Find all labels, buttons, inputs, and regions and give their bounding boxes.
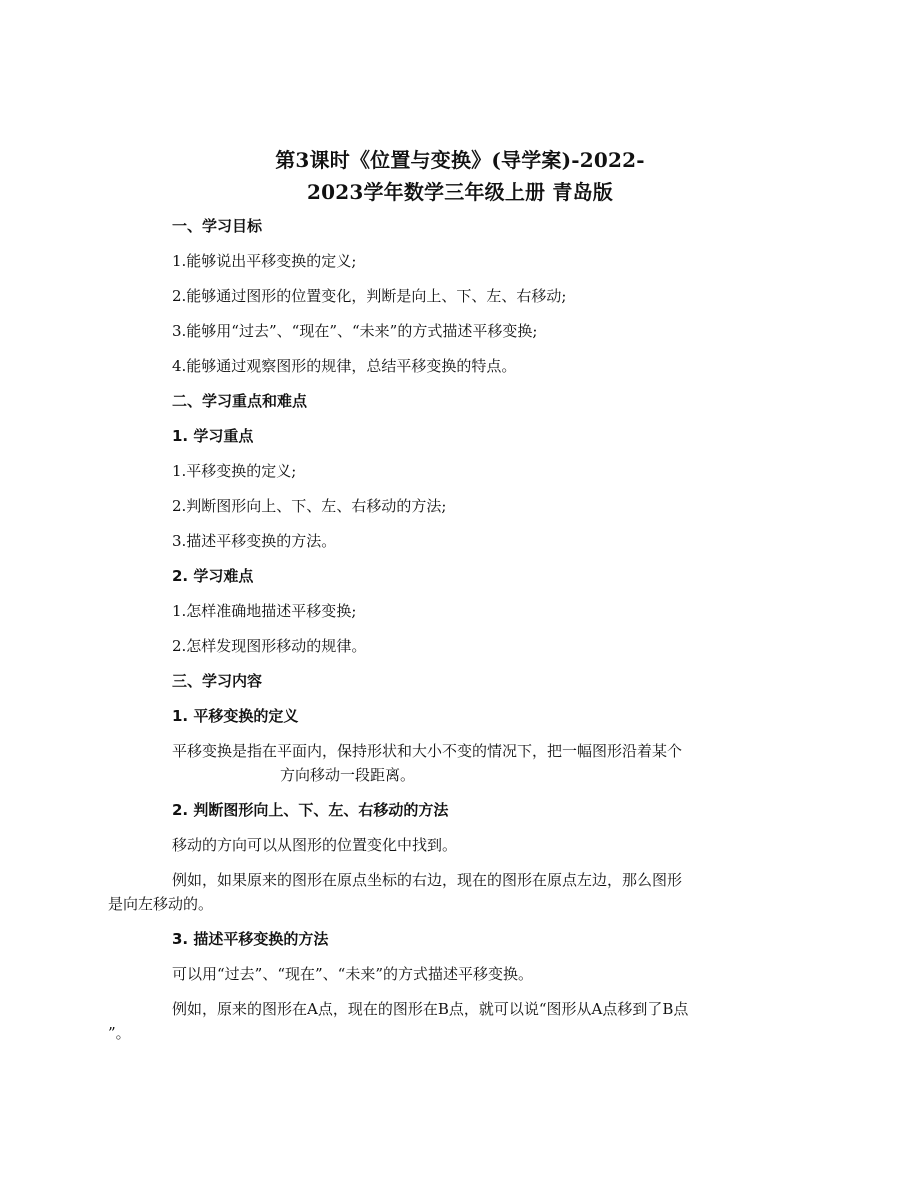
subheading-direction-method: 2. 判断图形向上、下、左、右移动的方法: [172, 801, 449, 819]
section-heading-content: 三、学习内容: [172, 672, 263, 690]
section-heading-key-points: 二、学习重点和难点: [172, 392, 308, 410]
description-paragraph: 可以用“过去”、“现在”、“未来”的方式描述平移变换。: [172, 965, 534, 983]
paragraph-line-text: 方向移动一段距离。: [280, 766, 416, 784]
paragraph-line: [108, 892, 792, 916]
paragraph-line-text: 是向左移动的。: [108, 895, 214, 913]
difficulty-item: 2.怎样发现图形移动的规律。: [172, 637, 367, 655]
focus-item: 2.判断图形向上、下、左、右移动的方法;: [172, 497, 447, 515]
paragraph-line: 平移变换是指在平面内，保持形状和大小不变的情况下，把一幅图形沿着某个: [172, 742, 683, 760]
subheading-description-method: 3. 描述平移变换的方法: [172, 930, 329, 948]
section-heading-goals: 一、学习目标: [172, 217, 263, 235]
document-body: [108, 210, 792, 1056]
example-paragraph: [108, 868, 792, 916]
title-line-1: 第3课时《位置与变换》(导学案)-2022-: [275, 148, 645, 172]
goal-item: 4.能够通过观察图形的规律，总结平移变换的特点。: [172, 357, 517, 375]
direction-paragraph: 移动的方向可以从图形的位置变化中找到。: [172, 836, 458, 854]
difficulty-item: 1.怎样准确地描述平移变换;: [172, 602, 357, 620]
subheading-focus: 1. 学习重点: [172, 427, 254, 445]
focus-item: 3.描述平移变换的方法。: [172, 532, 337, 550]
paragraph-line: 例如，如果原来的图形在原点坐标的右边，现在的图形在原点左边，那么图形: [172, 871, 683, 889]
paragraph-line: 例如，原来的图形在A点，现在的图形在B点，就可以说“图形从A点移到了B点: [172, 1000, 689, 1018]
title-line-2: 2023学年数学三年级上册 青岛版: [306, 180, 614, 204]
document-title: [150, 144, 770, 208]
paragraph-line: [172, 763, 792, 787]
subheading-definition: 1. 平移变换的定义: [172, 707, 299, 725]
paragraph-line-text: ”。: [108, 1024, 131, 1042]
focus-item: 1.平移变换的定义;: [172, 462, 297, 480]
goal-item: 3.能够用“过去”、“现在”、“未来”的方式描述平移变换;: [172, 322, 538, 340]
definition-paragraph: [172, 739, 792, 787]
goal-item: 1.能够说出平移变换的定义;: [172, 252, 357, 270]
subheading-difficulties: 2. 学习难点: [172, 567, 254, 585]
paragraph-line: [108, 1021, 792, 1045]
goal-item: 2.能够通过图形的位置变化，判断是向上、下、左、右移动;: [172, 287, 567, 305]
example-paragraph-2: [108, 997, 792, 1045]
